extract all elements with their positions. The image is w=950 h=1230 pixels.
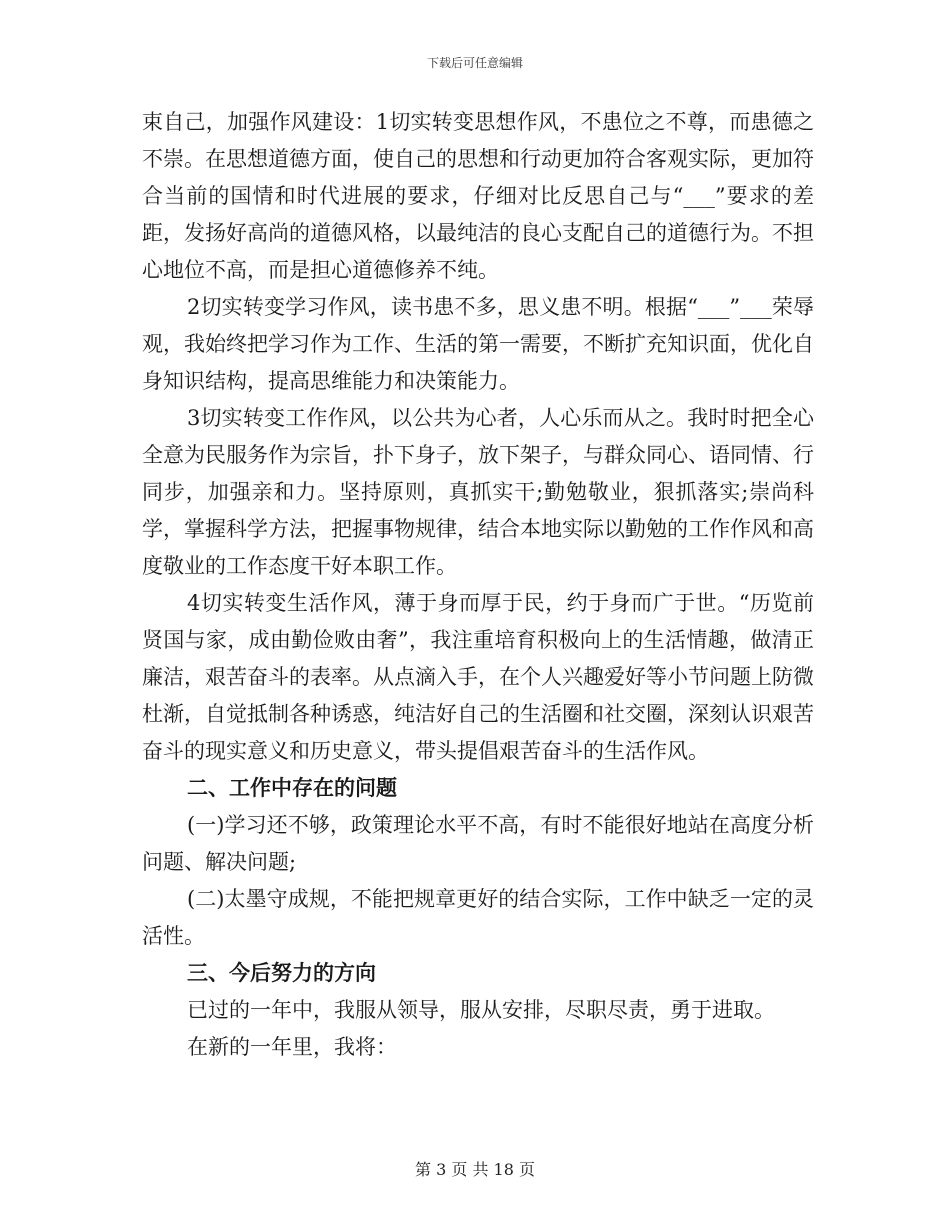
page-header-note: 下载后可任意编辑	[426, 56, 523, 70]
paragraph-direction-2: 在新的一年里，我将：	[187, 1035, 397, 1059]
paragraph-problem-2: (二)太墨守成规，不能把规章更好的结合实际，工作中缺乏一定的灵活性。	[142, 887, 814, 948]
paragraph-3: 3切实转变工作作风，以公共为心者，人心乐而从之。我时时把全心全意为民服务作为宗旨，扑下身子，放下架子，与群众同心、语同情、行同步，加强亲和力。坚持原则，真抓实干;勤勉敬业，狠抓落实;崇尚科学，掌握科学方法，把握事物规律，结合本地实际以勤勉的工作作风和高度敬业的工作态度干好本职工作。	[142, 406, 814, 578]
paragraph-1: 束自己，加强作风建设：1切实转变思想作风，不患位之不尊，而患德之不崇。在思想道德方面，使自己的思想和行动更加符合客观实际，更加符合当前的国情和时代进展的要求，仔细对比反思自己与“___”要求的差距，发扬好高尚的道德风格，以最纯洁的良心支配自己的道德行为。不担心地位不高，而是担心道德修养不纯。	[142, 110, 814, 282]
section-heading-direction: 三、今后努力的方向	[187, 961, 376, 985]
paragraph-4: 4切实转变生活作风，薄于身而厚于民，约于身而广于世。“历览前贤国与家，成由勤俭败由奢”，我注重培育积极向上的生活情趣，做清正廉洁，艰苦奋斗的表率。从点滴入手，在个人兴趣爱好等小节问题上防微杜渐，自觉抵制各种诱惑，纯洁好自己的生活圈和社交圈，深刻认识艰苦奋斗的现实意义和历史意义，带头提倡艰苦奋斗的生活作风。	[142, 591, 814, 763]
document-body	[142, 104, 814, 1066]
section-heading-problems: 二、工作中存在的问题	[187, 776, 397, 800]
page-number: 第 3 页 共 18 页	[415, 1160, 535, 1179]
paragraph-direction-1: 已过的一年中，我服从领导，服从安排，尽职尽责，勇于进取。	[187, 998, 775, 1022]
paragraph-problem-1: (一)学习还不够，政策理论水平不高，有时不能很好地站在高度分析问题、解决问题;	[142, 813, 814, 874]
paragraph-2: 2切实转变学习作风，读书患不多，思义患不明。根据“___”___荣辱观，我始终把学习作为工作、生活的第一需要，不断扩充知识面，优化自身知识结构，提高思维能力和决策能力。	[142, 295, 814, 393]
